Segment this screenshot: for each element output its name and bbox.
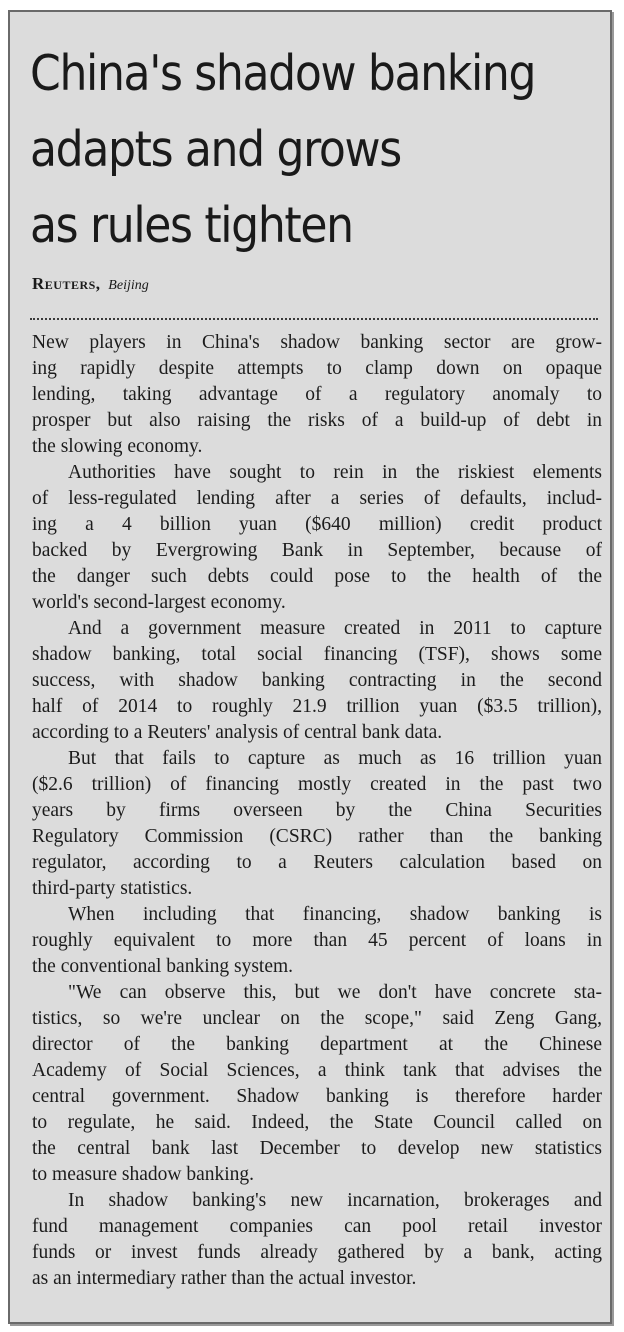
article-line: backed by Evergrowing Bank in September, because of	[32, 540, 602, 561]
article-line: of less-regulated lending after a series of defaults, includ-	[32, 488, 602, 509]
article-line: Regulatory Commission (CSRC) rather than the banking	[32, 826, 602, 847]
article-line: "We can observe this, but we don't have concrete sta-	[68, 982, 602, 1003]
article-line: third-party statistics.	[32, 878, 193, 899]
byline-place: Beijing	[108, 278, 149, 293]
article-line: But that fails to capture as much as 16 trillion yuan	[68, 748, 602, 769]
article-line: New players in China's shadow banking sector are grow-	[32, 332, 602, 353]
article-line: to measure shadow banking.	[32, 1164, 255, 1185]
article-line: In shadow banking's new incarnation, brokerages and	[68, 1190, 602, 1211]
byline-agency: Reuters,	[32, 274, 101, 293]
article-line: the slowing economy.	[32, 436, 203, 457]
article-line: the danger such debts could pose to the health of the	[32, 566, 602, 587]
article-line: When including that financing, shadow banking is	[68, 904, 602, 925]
article-line: half of 2014 to roughly 21.9 trillion yuan ($3.5 trillion),	[32, 696, 602, 717]
headline-line: adapts and grows	[30, 121, 401, 178]
article-line: central government. Shadow banking is therefore harder	[32, 1086, 602, 1107]
article-line: years by firms overseen by the China Securities	[32, 800, 602, 821]
headline	[30, 36, 552, 264]
article-line: ($2.6 trillion) of financing mostly created in the past two	[32, 774, 602, 795]
article-line: fund management companies can pool retail investor	[32, 1216, 602, 1237]
news-clipping	[8, 10, 612, 1324]
article-line: shadow banking, total social financing (TSF), shows some	[32, 644, 602, 665]
article-line: Authorities have sought to rein in the riskiest elements	[68, 462, 602, 483]
article-line: ing a 4 billion yuan ($640 million) credit product	[32, 514, 602, 535]
byline	[32, 274, 149, 294]
article-line: to regulate, he said. Indeed, the State Council called on	[32, 1112, 602, 1133]
article-line: regulator, according to a Reuters calculation based on	[32, 852, 602, 873]
article-line: world's second-largest economy.	[32, 592, 286, 613]
article-line: roughly equivalent to more than 45 percent of loans in	[32, 930, 602, 951]
article-paragraph	[32, 902, 602, 980]
article-line: tistics, so we're unclear on the scope," said Zeng Gang,	[32, 1008, 602, 1029]
article-line: the conventional banking system.	[32, 956, 294, 977]
article-line: success, with shadow banking contracting in the second	[32, 670, 602, 691]
article-body	[32, 330, 602, 1292]
headline-line: China's shadow banking	[30, 45, 536, 102]
article-line: funds or invest funds already gathered by a bank, acting	[32, 1242, 602, 1263]
article-paragraph	[32, 330, 602, 460]
article-paragraph	[32, 460, 602, 616]
article-line: And a government measure created in 2011 to capture	[68, 618, 602, 639]
article-line: according to a Reuters' analysis of central bank data.	[32, 722, 443, 743]
article-paragraph	[32, 616, 602, 746]
article-paragraph	[32, 1188, 602, 1292]
article-line: Academy of Social Sciences, a think tank that advises the	[32, 1060, 602, 1081]
article-paragraph	[32, 980, 602, 1188]
article-line: lending, taking advantage of a regulatory anomaly to	[32, 384, 602, 405]
article-line: as an intermediary rather than the actual investor.	[32, 1268, 417, 1289]
dotted-divider	[30, 318, 598, 320]
headline-line: as rules tighten	[30, 197, 353, 254]
article-paragraph	[32, 746, 602, 902]
article-line: the central bank last December to develop new statistics	[32, 1138, 602, 1159]
article-line: ing rapidly despite attempts to clamp down on opaque	[32, 358, 602, 379]
article-line: prosper but also raising the risks of a build-up of debt in	[32, 410, 602, 431]
article-line: director of the banking department at the Chinese	[32, 1034, 602, 1055]
